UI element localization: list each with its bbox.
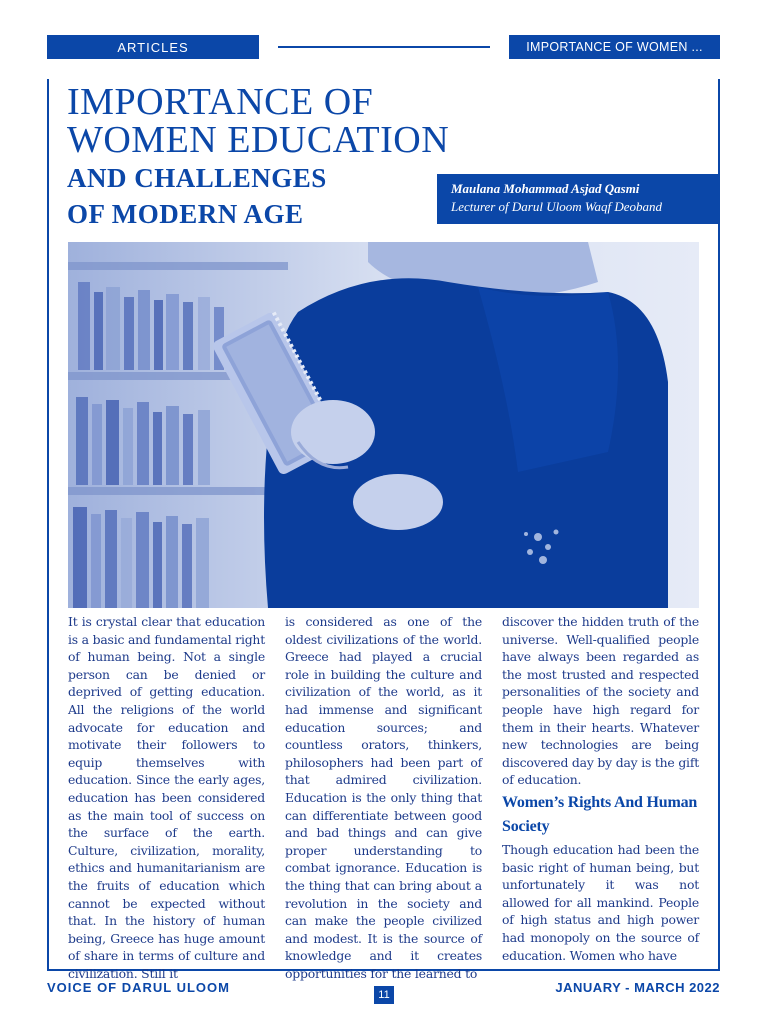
header-divider — [278, 46, 490, 48]
paragraph: discover the hidden truth of the universe. Well-qualified people have always been regarded as the most trusted and respected personalities of the society and people have high regard for them in their hearts. Whatever new technologies are being discovered day by day is the gift of education. — [502, 614, 699, 788]
article-photo — [68, 242, 699, 608]
paragraph: is considered as one of the oldest civilizations of the world. Greece had played a crucial role in building the culture and civilization of the world, as it had immense and significant education sources; and countless orators, thinkers, philosophers had been part of that admired civilization. Education is the only thing that can differentiate between good and bad things and can give proper understanding to combat ignorance. Education is the thing that can bring about a revolution in the society and can make the people civilized and modest. It is the source of knowledge and it creates opportunities for the learned to — [285, 614, 482, 981]
article-subtitle-line-2: OF MODERN AGE — [67, 199, 304, 229]
article-title-line-1: IMPORTANCE OF — [67, 81, 374, 123]
body-column-1 — [68, 613, 265, 982]
section-label — [47, 35, 259, 59]
section-heading: Women’s Rights And Human Society — [502, 793, 698, 835]
body-column-2 — [285, 613, 482, 982]
author-name: Maulana Mohammad Asjad Qasmi — [451, 181, 640, 196]
issue-date: JANUARY - MARCH 2022 — [555, 980, 720, 995]
frame-left-rule — [47, 79, 49, 971]
paragraph: Though education had been the basic right of human being, but unfortunately it was not allowed for all mankind. People of high status and high power had monopoly on the source of education. Women who have — [502, 841, 699, 963]
woman-with-books-illustration — [68, 242, 699, 608]
author-role: Lecturer of Darul Uloom Waqf Deoband — [451, 199, 663, 214]
author-box — [437, 174, 720, 224]
running-title-text: IMPORTANCE OF WOMEN ... — [526, 40, 703, 54]
body-column-3 — [502, 613, 699, 964]
paragraph: It is crystal clear that education is a basic and fundamental right of human being. Not a single person can be denied or deprived of getting education. All the religions of the world advocate for education and motivate their followers to equip themselves with education. Since the early ages, education has been considered as the main tool of success on the surface of the earth. Culture, civilization, morality, ethics and humanitarianism are the fruits of education which cannot be expected without that. In the history of human being, Greece has huge amount of share in terms of culture and civilization. Still it — [68, 614, 265, 981]
publication-name: VOICE OF DARUL ULOOM — [47, 980, 230, 995]
article-title-line-2: WOMEN EDUCATION — [67, 119, 450, 161]
section-label-text: ARTICLES — [117, 39, 189, 55]
page-number — [374, 986, 394, 1004]
running-title — [509, 35, 720, 59]
article-subtitle-line-1: AND CHALLENGES — [67, 163, 327, 193]
page-number-text: 11 — [378, 989, 390, 1001]
